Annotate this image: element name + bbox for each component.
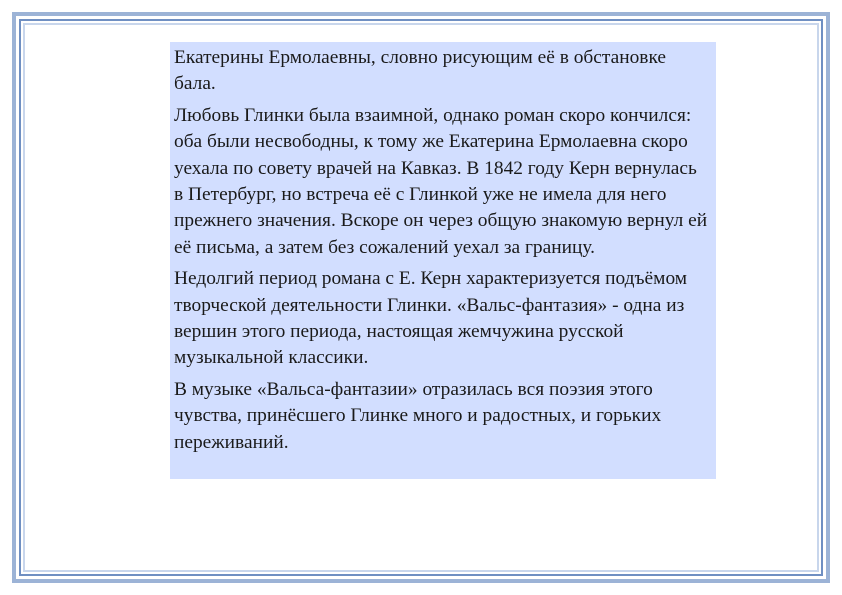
text-box [170,42,716,479]
paragraph-3: Недолгий период романа с Е. Керн характеризуется подъёмом творческой деятельности Глинки. «Вальс-фантазия» - одна из вершин этого периода, настоящая жемчужина русской музыкальной классики. [174,268,688,369]
paragraph-2: Любовь Глинки была взаимной, однако роман скоро кончился: оба были несвободны, к тому же Екатерина Ермолаевна скоро уехала по совету врачей на Кавказ. В 1842 году Керн вернулась в Петербург, но встреча её с Глинкой уже не имела для него прежнего значения. Вскоре он через общую знакомую вернул ей её письма, а затем без сожалений уехал за границу. [174,104,708,258]
paragraph-4: В музыке «Вальса-фантазии» отразилась вся поэзия этого чувства, принёсшего Глинке много и радостных, и горьких переживаний. [174,378,662,453]
paragraph-1: Екатерины Ермолаевны, словно рисующим её в обстановке бала. [174,47,666,95]
